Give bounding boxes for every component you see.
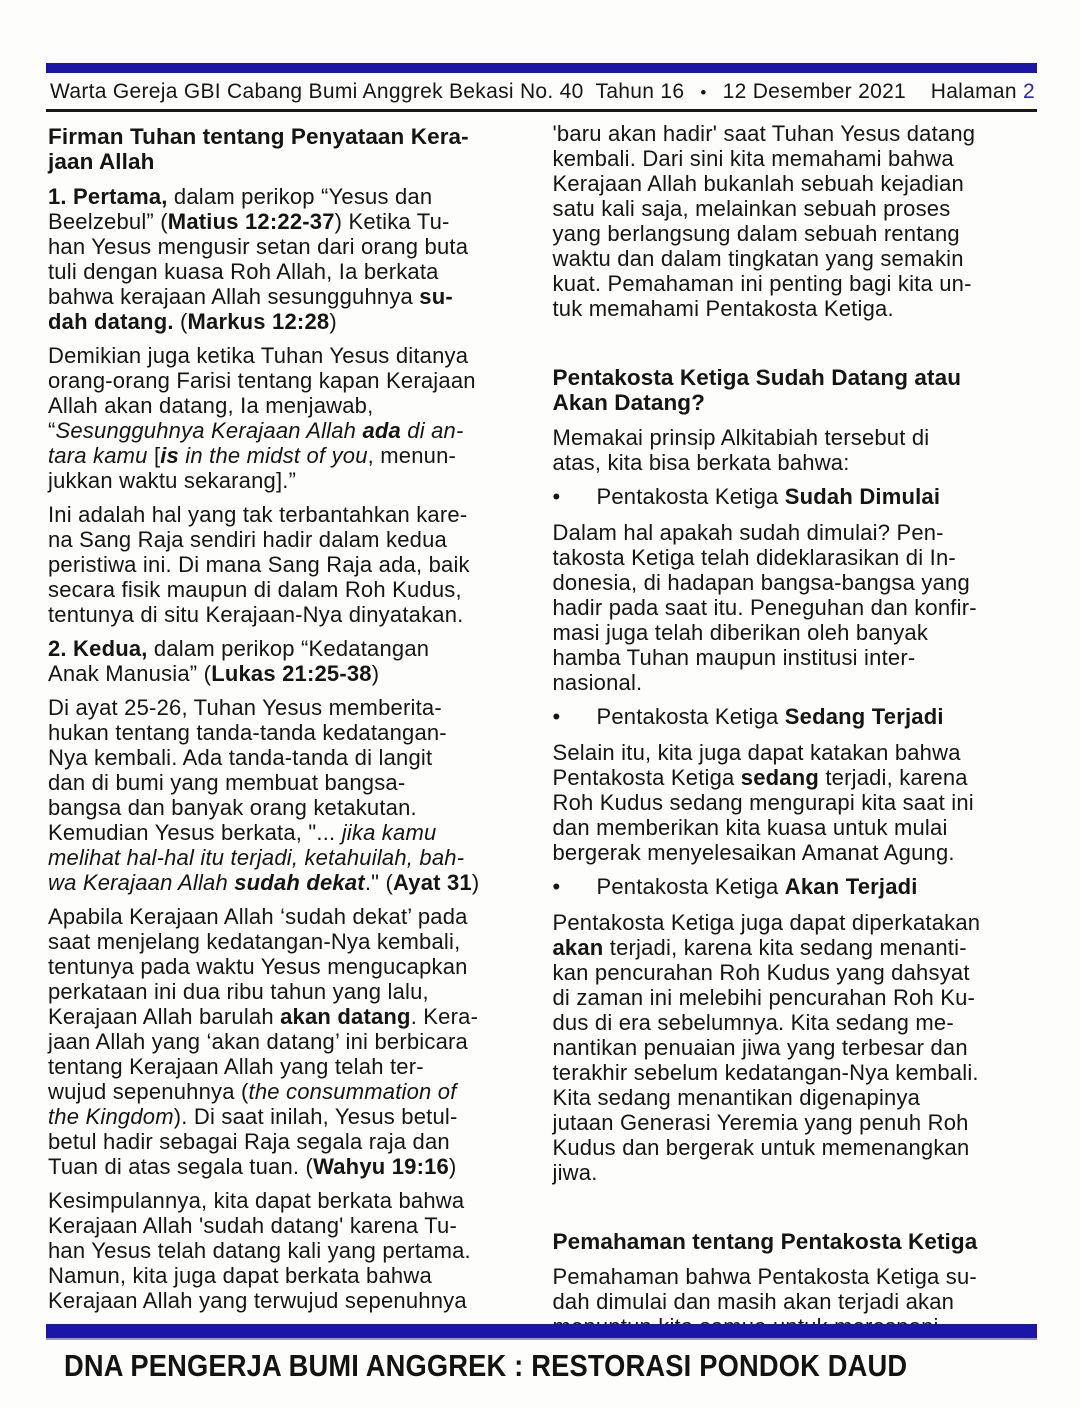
paragraph	[553, 520, 1038, 695]
text-line	[553, 1160, 1038, 1185]
text-run: Apabila Kerajaan Allah ‘sudah dekat’ pada	[48, 904, 468, 929]
text-run: Selain itu, kita juga dapat katakan bahwa	[552, 740, 961, 765]
text-run: Pentakosta Ketiga juga dapat diperkatakan	[552, 910, 981, 935]
right-column	[553, 121, 1038, 1348]
text-run: [	[153, 443, 161, 468]
text-run: Kerajaan Allah bukanlah sebuah kejadian	[552, 171, 964, 196]
text-run: ." (	[364, 870, 393, 895]
text-line	[553, 645, 1038, 670]
text-run: melihat hal-hal itu terjadi, ketahuilah, bah-	[48, 845, 465, 870]
text-run: kembali. Dari sini kita memahami bahwa	[552, 146, 954, 171]
bullet-marker: •	[552, 874, 561, 899]
text-run: Markus 12:28	[187, 309, 330, 334]
text-line	[553, 1135, 1038, 1160]
text-run: kan pencurahan Roh Kudus yang dahsyat	[552, 960, 970, 985]
text-run: Demikian juga ketika Tuhan Yesus ditanya	[48, 343, 469, 368]
text-run: Ayat 31	[392, 870, 472, 895]
text-line	[553, 985, 1038, 1010]
text-run: Pemahaman tentang Pentakosta Ketiga	[552, 1229, 978, 1254]
text-line	[553, 171, 1038, 196]
left-column	[48, 121, 533, 1348]
text-line	[597, 704, 944, 729]
text-line	[48, 368, 533, 393]
text-run: tentunya di situ Kerajaan-Nya dinyatakan.	[48, 602, 464, 627]
header-issue-info	[50, 80, 906, 104]
text-run: )	[371, 661, 380, 686]
paragraph	[553, 425, 1038, 475]
text-line	[48, 954, 533, 979]
text-run: jiwa.	[552, 1160, 598, 1185]
newsletter-title: Warta Gereja GBI Cabang Bumi Anggrek Bekasi No. 40 Tahun 16	[50, 80, 685, 103]
text-run: Pemahaman bahwa Pentakosta Ketiga su-	[552, 1264, 977, 1289]
text-line	[553, 935, 1038, 960]
text-run: tentang Kerajaan Allah yang telah ter-	[48, 1054, 424, 1079]
text-run: jaan Allah	[48, 149, 155, 174]
text-run: “	[48, 418, 56, 443]
text-run: 'baru akan hadir' saat Tuhan Yesus datang	[552, 121, 976, 146]
text-line	[48, 845, 533, 870]
text-run: dan di bumi yang membuat bangsa-	[48, 770, 406, 795]
text-run: sedang	[740, 765, 820, 790]
text-run: tara kamu	[48, 443, 154, 468]
text-run: bergerak menyelesaikan Amanat Agung.	[552, 840, 955, 865]
text-run: bangsa dan banyak orang ketakutan.	[48, 795, 417, 820]
text-run: Tuan di atas segala tuan. (	[48, 1154, 314, 1179]
text-line	[48, 149, 533, 174]
text-line	[553, 146, 1038, 171]
text-line	[553, 1110, 1038, 1135]
bullet-item	[553, 484, 1038, 509]
text-run: wujud sepenuhnya (	[48, 1079, 249, 1104]
text-run: kuat. Pemahaman ini penting bagi kita un-	[552, 271, 972, 296]
text-run: Akan Datang?	[552, 390, 705, 415]
paragraph	[48, 695, 533, 895]
text-line	[48, 1079, 533, 1104]
text-run: dalam perikop “Kedatangan	[147, 636, 430, 661]
text-run: Dalam hal apakah sudah dimulai? Pen-	[552, 520, 944, 545]
text-line	[48, 184, 533, 209]
text-line	[553, 1060, 1038, 1085]
text-run: di zaman ini melebihi pencurahan Roh Ku-	[552, 985, 976, 1010]
text-line	[553, 1229, 1038, 1254]
text-run: nantikan penuaian jiwa yang terbesar dan	[552, 1035, 968, 1060]
section-heading	[48, 124, 533, 174]
text-line	[48, 1154, 533, 1179]
text-run: hukan tentang tanda-tanda kedatangan-	[48, 720, 447, 745]
text-run: Roh Kudus sedang mengurapi kita saat ini	[552, 790, 974, 815]
text-run: jika kamu	[341, 820, 437, 845]
text-line	[48, 284, 533, 309]
text-line	[48, 552, 533, 577]
page-number-label	[931, 80, 1035, 104]
text-line	[553, 1289, 1038, 1314]
text-run: Pentakosta Ketiga Sudah Datang atau	[552, 365, 962, 390]
paragraph	[553, 740, 1038, 865]
text-run: Kemudian Yesus berkata, "...	[48, 820, 342, 845]
text-run: dan memberikan kita kuasa untuk mulai	[552, 815, 948, 840]
text-run: Akan Terjadi	[784, 874, 918, 899]
footer-banner: DNA PENGERJA BUMI ANGGREK : RESTORASI PONDOK DAUD	[64, 1348, 908, 1383]
text-run: Wahyu 19:16	[313, 1154, 449, 1179]
text-run: ). Di saat inilah, Yesus betul-	[173, 1104, 458, 1129]
text-run: Pentakosta Ketiga	[596, 484, 785, 509]
bullet-item	[553, 874, 1038, 899]
paragraph	[48, 343, 533, 493]
text-line	[553, 815, 1038, 840]
bullet-item	[553, 704, 1038, 729]
text-run: Kita sedang menantikan digenapinya	[552, 1085, 921, 1110]
text-run: )	[448, 1154, 457, 1179]
text-line	[553, 425, 1038, 450]
text-line	[553, 545, 1038, 570]
text-run: the consummation of	[248, 1079, 457, 1104]
text-line	[48, 720, 533, 745]
header-date: 12 Desember 2021	[722, 80, 907, 103]
text-run: han Yesus telah datang kali yang pertama.	[48, 1238, 471, 1263]
text-line	[48, 393, 533, 418]
text-line	[48, 1288, 533, 1313]
text-line	[553, 620, 1038, 645]
text-run: Kudus dan bergerak untuk memenangkan	[552, 1135, 970, 1160]
text-run: han Yesus mengusir setan dari orang buta	[48, 234, 469, 259]
text-run: . Kera-	[410, 1004, 479, 1029]
text-line	[48, 979, 533, 1004]
text-line	[553, 740, 1038, 765]
text-run: wa Kerajaan Allah	[48, 870, 235, 895]
text-line	[553, 595, 1038, 620]
text-line	[48, 795, 533, 820]
text-run: dus di era sebelumnya. Kita sedang me-	[552, 1010, 954, 1035]
text-run: donesia, di hadapan bangsa-bangsa yang	[552, 570, 970, 595]
text-run: perkataan ini dua ribu tahun yang lalu,	[48, 979, 429, 1004]
text-run: dalam perikop “Yesus dan	[167, 184, 433, 209]
text-line	[553, 121, 1038, 146]
text-run: Kerajaan Allah barulah	[48, 1004, 281, 1029]
text-run: Lukas 21:25-38	[211, 661, 372, 686]
text-run: , menun-	[367, 443, 457, 468]
text-run: Ini adalah hal yang tak terbantahkan kare-	[48, 502, 468, 527]
text-line	[553, 246, 1038, 271]
text-run: 2. Kedua,	[48, 636, 148, 661]
text-line	[48, 770, 533, 795]
text-run: akan	[552, 935, 604, 960]
text-line	[48, 1004, 533, 1029]
text-line	[48, 820, 533, 845]
text-run: Firman Tuhan tentang Penyataan Kera-	[48, 124, 469, 149]
text-run: Kesimpulannya, kita dapat berkata bahwa	[48, 1188, 465, 1213]
top-accent-bar	[46, 63, 1037, 73]
text-line	[597, 484, 941, 509]
text-line	[48, 1129, 533, 1154]
text-run: su-	[419, 284, 453, 309]
footer-accent-bar	[46, 1324, 1037, 1340]
article-body	[48, 121, 1037, 1348]
text-line	[48, 695, 533, 720]
text-run: na Sang Raja sendiri hadir dalam kedua	[48, 527, 447, 552]
section-heading	[553, 365, 1038, 415]
text-line	[48, 929, 533, 954]
text-run: Sesungguhnya Kerajaan Allah	[55, 418, 363, 443]
text-line	[553, 840, 1038, 865]
bullet-marker: •	[552, 484, 561, 509]
text-run: Sudah Dimulai	[784, 484, 941, 509]
text-run: 1. Pertama,	[48, 184, 168, 209]
text-line	[553, 790, 1038, 815]
text-line	[553, 570, 1038, 595]
text-line	[48, 124, 533, 149]
text-line	[48, 602, 533, 627]
text-line	[48, 870, 533, 895]
text-line	[48, 636, 533, 661]
text-line	[553, 670, 1038, 695]
text-line	[553, 960, 1038, 985]
paragraph	[48, 184, 533, 334]
text-line	[597, 874, 918, 899]
paragraph	[48, 502, 533, 627]
paragraph	[48, 904, 533, 1179]
text-line	[553, 221, 1038, 246]
text-line	[48, 343, 533, 368]
text-run: ) Ketika Tu-	[334, 209, 450, 234]
text-line	[48, 234, 533, 259]
text-run: nasional.	[552, 670, 643, 695]
text-run: terjadi, karena kita sedang menanti-	[603, 935, 967, 960]
text-run: dah dimulai dan masih akan terjadi akan	[552, 1289, 955, 1314]
text-run: in the midst of you	[179, 443, 368, 468]
paragraph	[553, 121, 1038, 321]
text-run: satu kali saja, melainkan sebuah proses	[552, 196, 951, 221]
text-line	[48, 1263, 533, 1288]
text-line	[553, 520, 1038, 545]
text-run: waktu dan dalam tingkatan yang semakin	[552, 246, 964, 271]
text-run: akan datang	[280, 1004, 411, 1029]
text-line	[553, 296, 1038, 321]
text-line	[48, 502, 533, 527]
text-run: Di ayat 25-26, Tuhan Yesus memberita-	[48, 695, 442, 720]
text-run: dah datang.	[48, 309, 174, 334]
text-run: Pentakosta Ketiga	[596, 704, 785, 729]
text-line	[553, 910, 1038, 935]
text-line	[48, 745, 533, 770]
page-number: 2	[1023, 80, 1035, 103]
text-run: peristiwa ini. Di mana Sang Raja ada, baik	[48, 552, 470, 577]
text-line	[48, 1188, 533, 1213]
text-run: jutaan Generasi Yeremia yang penuh Roh	[552, 1110, 969, 1135]
text-run: Allah akan datang, Ia menjawab,	[48, 393, 374, 418]
text-run: jaan Allah yang ‘akan datang’ ini berbicara	[48, 1029, 468, 1054]
text-run: Kerajaan Allah 'sudah datang' karena Tu-	[48, 1213, 458, 1238]
text-run: Memakai prinsip Alkitabiah tersebut di	[552, 425, 930, 450]
text-line	[48, 661, 533, 686]
text-line	[48, 1238, 533, 1263]
section-heading	[553, 1229, 1038, 1254]
text-line	[48, 577, 533, 602]
text-run: bahwa kerajaan Allah sesungguhnya	[48, 284, 420, 309]
text-run: di an-	[400, 418, 464, 443]
text-line	[48, 259, 533, 284]
text-line	[48, 209, 533, 234]
text-run: hamba Tuhan maupun institusi inter-	[552, 645, 916, 670]
text-run: Pentakosta Ketiga	[596, 874, 785, 899]
text-run: orang-orang Farisi tentang kapan Kerajaan	[48, 368, 476, 393]
text-run: ada	[362, 418, 401, 443]
text-line	[553, 196, 1038, 221]
text-run: atas, kita bisa berkata bahwa:	[552, 450, 850, 475]
text-run: is	[160, 443, 179, 468]
text-line	[553, 1010, 1038, 1035]
text-line	[553, 450, 1038, 475]
text-line	[553, 1035, 1038, 1060]
text-run: )	[471, 870, 480, 895]
page-header	[50, 80, 1035, 104]
text-run: saat menjelang kedatangan-Nya kembali,	[48, 929, 461, 954]
text-run: betul hadir sebagai Raja segala raja dan	[48, 1129, 450, 1154]
text-run: the Kingdom	[48, 1104, 174, 1129]
text-line	[48, 468, 533, 493]
text-line	[48, 904, 533, 929]
text-run: Namun, kita juga dapat berkata bahwa	[48, 1263, 432, 1288]
text-run: )	[329, 309, 337, 334]
text-run: secara fisik maupun di dalam Roh Kudus,	[48, 577, 462, 602]
text-line	[553, 1264, 1038, 1289]
text-line	[48, 527, 533, 552]
text-line	[48, 443, 533, 468]
page-label: Halaman	[930, 80, 1024, 103]
text-run: Sedang Terjadi	[784, 704, 944, 729]
text-line	[48, 1029, 533, 1054]
text-line	[48, 1104, 533, 1129]
text-run: sudah dekat	[234, 870, 365, 895]
text-line	[48, 1054, 533, 1079]
text-line	[553, 365, 1038, 390]
text-run: Nya kembali. Ada tanda-tanda di langit	[48, 745, 433, 770]
text-run: yang berlangsung dalam sebuah rentang	[552, 221, 960, 246]
text-run: Anak Manusia” (	[48, 661, 212, 686]
text-line	[48, 418, 533, 443]
text-run: terjadi, karena	[819, 765, 968, 790]
text-line	[48, 309, 533, 334]
paragraph	[48, 1188, 533, 1313]
text-line	[553, 390, 1038, 415]
text-run: terakhir sebelum kedatangan-Nya kembali.	[552, 1060, 979, 1085]
header-rule	[46, 109, 1037, 112]
text-run: tuli dengan kuasa Roh Allah, Ia berkata	[48, 259, 439, 284]
bullet-marker: •	[552, 704, 561, 729]
text-line	[553, 765, 1038, 790]
paragraph	[48, 636, 533, 686]
text-run: (	[173, 309, 188, 334]
text-line	[553, 1085, 1038, 1110]
text-run: masi juga telah diberikan oleh banyak	[552, 620, 929, 645]
header-separator-dot: •	[700, 83, 707, 102]
text-line	[553, 271, 1038, 296]
text-run: tentunya pada waktu Yesus mengucapkan	[48, 954, 468, 979]
text-run: Kerajaan Allah yang terwujud sepenuhnya	[48, 1288, 467, 1313]
text-line	[48, 1213, 533, 1238]
paragraph	[553, 910, 1038, 1185]
text-run: Matius 12:22-37	[167, 209, 335, 234]
text-run: takosta Ketiga telah dideklarasikan di In-	[552, 545, 956, 570]
text-run: hadir pada saat itu. Peneguhan dan konfir-	[552, 595, 977, 620]
text-run: Pentakosta Ketiga	[552, 765, 741, 790]
text-run: Beelzebul” (	[48, 209, 168, 234]
text-run: jukkan waktu sekarang].”	[48, 468, 297, 493]
text-run: tuk memahami Pentakosta Ketiga.	[552, 296, 894, 321]
